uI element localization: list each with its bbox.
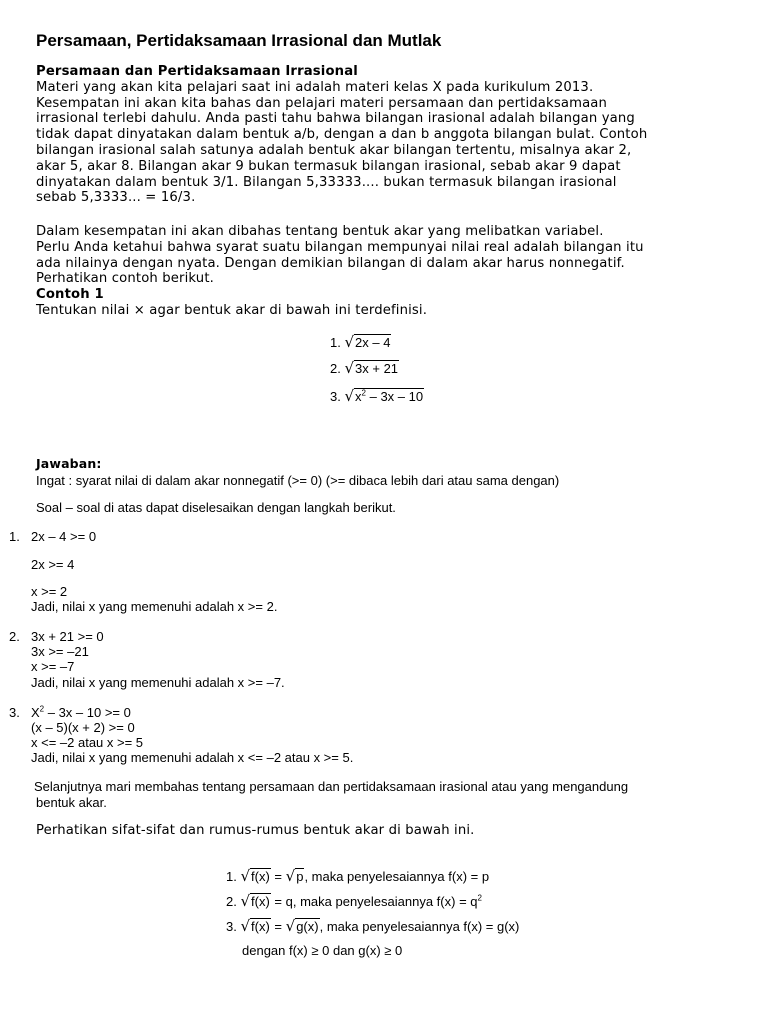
radicand: 3x + 21	[355, 361, 399, 376]
radical	[344, 361, 399, 377]
radical	[344, 335, 391, 351]
next-line: Selanjutnya mari membahas tentang persamaan dan pertidaksamaan irasional atau yang mengandung	[34, 779, 629, 794]
paragraph-line: bilangan irasional salah satunya adalah bentuk akar bilangan tertentu, misalnya akar 2,	[36, 142, 632, 158]
step-line: x <= –2 atau x >= 5	[31, 735, 144, 750]
radicand: 2x – 4	[355, 335, 391, 350]
item-number: 1.	[330, 335, 341, 350]
step-number: 3.	[9, 705, 20, 720]
step-line: 2x >= 4	[31, 557, 75, 572]
sqrt-icon: √	[344, 359, 355, 377]
paragraph-line: Perhatikan contoh berikut.	[36, 271, 214, 287]
paragraph-line: Kesempatan ini akan kita bahas dan pelajari materi persamaan dan pertidaksamaan	[36, 95, 608, 111]
example-item-3	[330, 389, 424, 405]
step-line: 2x – 4 >= 0	[31, 529, 97, 544]
step-line: x >= –7	[31, 659, 75, 674]
step-line: $X^2 - 3x - 10 >= 0$	[31, 704, 131, 720]
formula-condition: dengan f(x) ≥ 0 dan g(x) ≥ 0	[242, 943, 403, 958]
step-number: 2.	[9, 629, 20, 644]
paragraph-line: Materi yang akan kita pelajari saat ini adalah materi kelas X pada kurikulum 2013.	[36, 79, 594, 95]
step-conclusion: Jadi, nilai x yang memenuhi adalah x >= –7.	[31, 675, 285, 690]
step-line: (x – 5)(x + 2) >= 0	[31, 720, 135, 735]
answer-lead: Soal – soal di atas dapat diselesaikan dengan langkah berikut.	[36, 500, 396, 515]
paragraph-line: dinyatakan dalam bentuk 3/1. Bilangan 5,33333.... bukan termasuk bilangan irasional	[36, 174, 617, 190]
next-line: Perhatikan sifat-sifat dan rumus-rumus bentuk akar di bawah ini.	[36, 823, 475, 838]
sqrt-icon: √	[344, 387, 355, 405]
answer-note: Ingat : syarat nilai di dalam akar nonnegatif (>= 0) (>= dibaca lebih dari atau sama dengan)	[36, 473, 560, 488]
step-line: 3x >= –21	[31, 644, 89, 659]
step-conclusion: Jadi, nilai x yang memenuhi adalah x >= 2.	[31, 599, 278, 614]
section-heading: Persamaan dan Pertidaksamaan Irrasional	[36, 64, 358, 79]
example-heading: Contoh 1	[36, 287, 104, 303]
example-prompt: Tentukan nilai × agar bentuk akar di bawah ini terdefinisi.	[36, 302, 428, 318]
page-title: Persamaan, Pertidaksamaan Irrasional dan Mutlak	[36, 31, 442, 50]
sqrt-icon: √	[240, 917, 251, 935]
paragraph-2	[36, 224, 644, 319]
sqrt-icon: √	[240, 867, 251, 885]
paragraph-line: Dalam kesempatan ini akan dibahas tentang bentuk akar yang melibatkan variabel.	[36, 224, 604, 239]
intro-section	[36, 64, 647, 206]
sqrt-icon: √	[285, 867, 296, 885]
radicand: $x^2 - 3x - 10$	[355, 388, 424, 404]
item-number: 3.	[330, 389, 341, 404]
step-number: 1.	[9, 529, 20, 544]
formula-2: 2. √f(x) = q, maka penyelesaiannya $f(x) = q^2$	[226, 892, 482, 910]
item-number: 2.	[330, 361, 341, 376]
answer-heading: Jawaban:	[36, 456, 102, 471]
next-line: bentuk akar.	[36, 795, 107, 810]
example-item-1	[330, 335, 391, 351]
paragraph-line: ada nilainya dengan nyata. Dengan demikian bilangan di dalam akar harus nonnegatif.	[36, 255, 625, 271]
step-line: x >= 2	[31, 584, 68, 599]
paragraph-line: tidak dapat dinyatakan dalam bentuk a/b, dengan a dan b anggota bilangan bulat. Contoh	[36, 127, 648, 143]
sqrt-icon: √	[285, 917, 296, 935]
formula-1: 1. √f(x) = √p, maka penyelesaiannya f(x) = p	[226, 867, 490, 885]
sqrt-icon: √	[344, 333, 355, 351]
formula-3: 3. √f(x) = √g(x), maka penyelesaiannya f(x) = g(x)	[226, 917, 520, 935]
step-conclusion: Jadi, nilai x yang memenuhi adalah x <= –2 atau x >= 5.	[31, 750, 354, 765]
paragraph-line: Perlu Anda ketahui bahwa syarat suatu bilangan mempunyai nilai real adalah bilangan itu	[36, 239, 644, 255]
sqrt-icon: √	[240, 892, 251, 910]
paragraph-line: irrasional terlebi dahulu. Anda pasti tahu bahwa bilangan irasional adalah bilangan yang	[36, 111, 635, 127]
paragraph-line: sebab 5,3333... = 16/3.	[36, 190, 196, 206]
radical	[344, 389, 424, 405]
step-line: 3x + 21 >= 0	[31, 629, 104, 644]
example-item-2	[330, 361, 399, 377]
paragraph-line: akar 5, akar 8. Bilangan akar 9 bukan termasuk bilangan irasional, sebab akar 9 dapat	[36, 158, 621, 174]
